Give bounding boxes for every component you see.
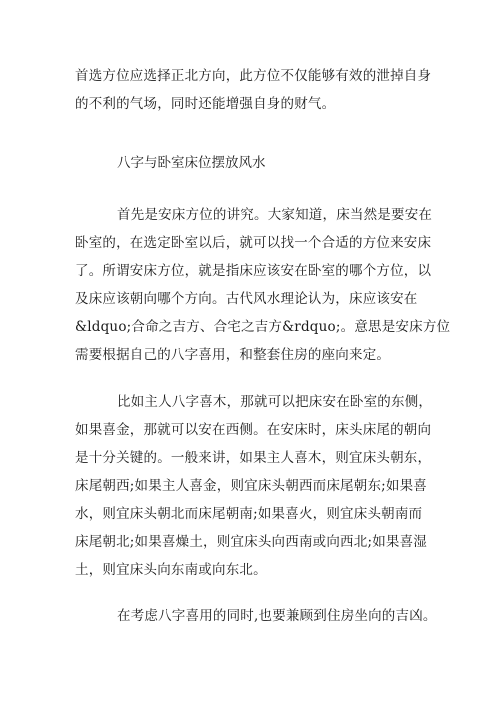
paragraph-line: 土，则宜床头向东南或向东北。 bbox=[75, 562, 267, 578]
paragraph-line: 如果喜金，那就可以安在西侧。在安床时，床头床尾的朝向 bbox=[75, 422, 432, 438]
paragraph-line: 卧室的，在选定卧室以后，就可以找一个合适的方位来安床 bbox=[75, 235, 432, 251]
house-orientation-paragraph bbox=[75, 602, 435, 630]
intro-paragraph bbox=[75, 62, 435, 118]
paragraph-line: 的不利的气场，同时还能增强自身的财气。 bbox=[75, 96, 336, 112]
paragraph-line: 是十分关键的。一般来讲，如果主人喜木，则宜床头朝东， bbox=[75, 450, 432, 466]
placement-method-paragraph bbox=[75, 201, 451, 369]
paragraph-line: 首选方位应选择正北方向，此方位不仅能够有效的泄掉自身 bbox=[75, 68, 432, 84]
section-heading: 八字与卧室床位摆放风水 bbox=[117, 155, 266, 171]
paragraph-line: 了。所谓安床方位，就是指床应该安在卧室的哪个方位，以 bbox=[75, 263, 432, 279]
bed-orientation-paragraph bbox=[75, 388, 435, 584]
paragraph-line: 需要根据自己的八字喜用，和整套住房的座向来定。 bbox=[75, 347, 391, 363]
paragraph-line: 床尾朝北;如果喜燥土，则宜床头向西南或向西北;如果喜湿 bbox=[75, 534, 427, 550]
paragraph-line: 比如主人八字喜木，那就可以把床安在卧室的东侧， bbox=[117, 394, 433, 410]
paragraph-line: 水，则宜床头朝北而床尾朝南;如果喜火，则宜床头朝南而 bbox=[75, 506, 423, 522]
paragraph-line: 床尾朝西;如果主人喜金，则宜床头朝西而床尾朝东;如果喜 bbox=[75, 478, 427, 494]
paragraph-line: &ldquo;合命之吉方、合宅之吉方&rdquo;。意思是安床方位 bbox=[75, 319, 451, 335]
paragraph-line: 及床应该朝向哪个方向。古代风水理论认为，床应该安在 bbox=[75, 291, 418, 307]
paragraph-line: 在考虑八字喜用的同时,也要兼顾到住房坐向的吉凶。 bbox=[117, 608, 437, 624]
paragraph-line: 首先是安床方位的讲究。大家知道，床当然是要安在 bbox=[117, 207, 433, 223]
